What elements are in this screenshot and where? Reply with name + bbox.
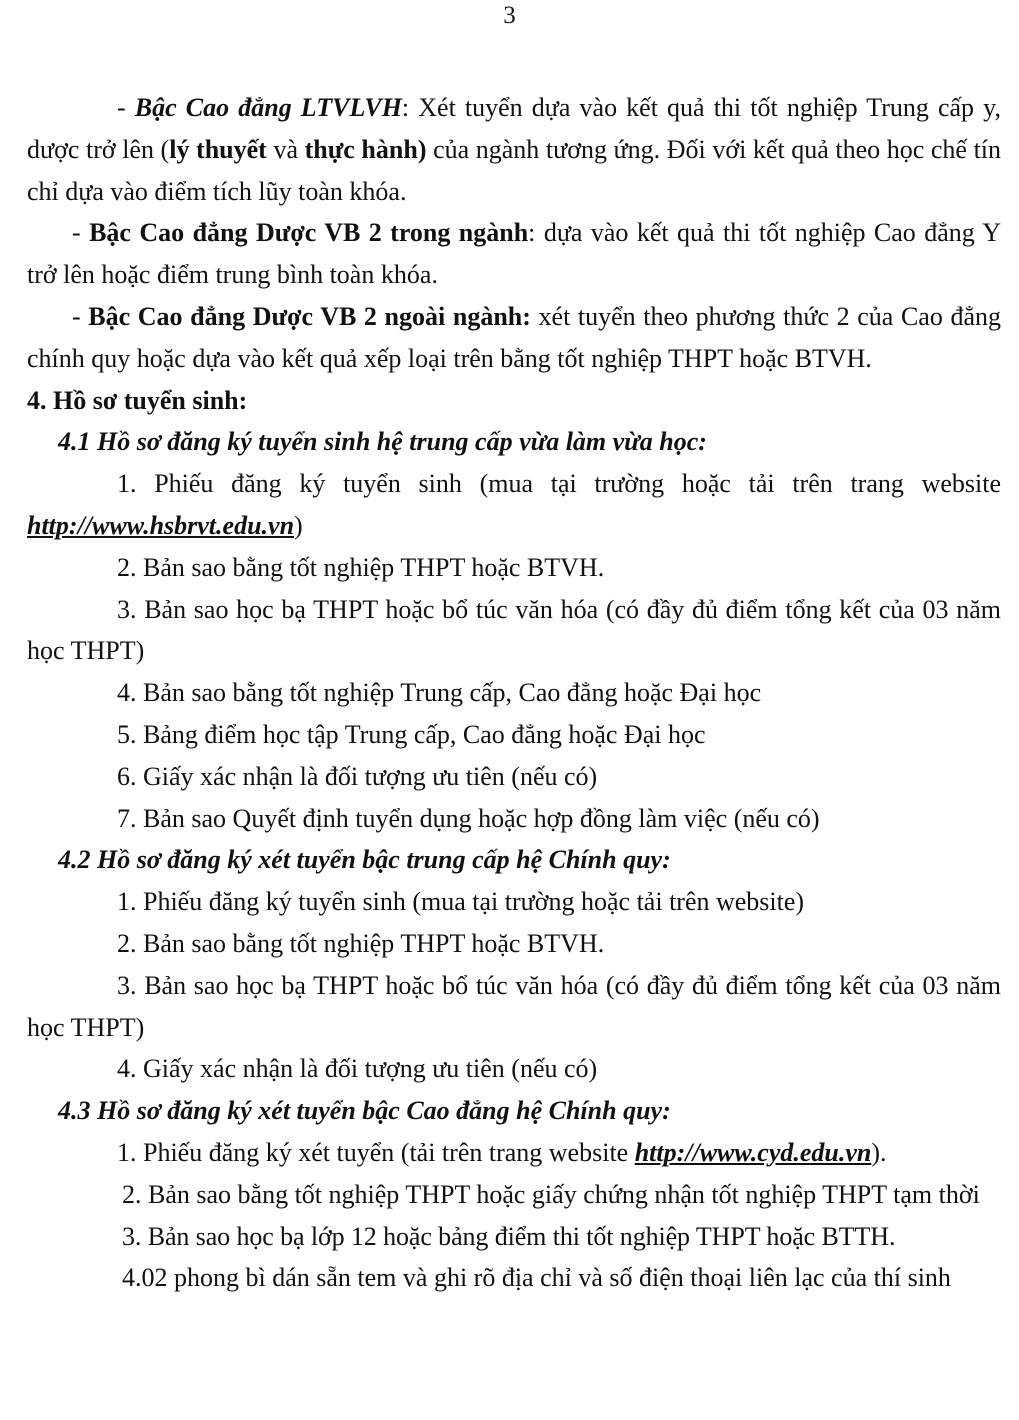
website-link[interactable]: http://www.hsbrvt.edu.vn — [27, 510, 295, 540]
ltvlvh-paragraph — [27, 87, 1001, 212]
list-item: 2. Bản sao bằng tốt nghiệp THPT hoặc BTVH. — [117, 928, 605, 958]
document-body — [27, 87, 1001, 1299]
list-item — [27, 463, 1001, 547]
section-heading: 4. Hồ sơ tuyển sinh: — [27, 385, 248, 415]
vb2-in-text: : dựa vào kết quả thi tốt nghiệp Cao đẳng Y trở lên hoặc điểm trung bình toàn khóa. — [27, 218, 1001, 290]
list-item: 4.02 phong bì dán sẵn tem và ghi rõ địa chỉ và số điện thoại liên lạc của thí sinh — [122, 1263, 951, 1293]
list-item: 1. Phiếu đăng ký tuyển sinh (mua tại trường hoặc tải trên website) — [117, 887, 805, 917]
ltvlvh-label: Bậc Cao đẳng LTVLVH — [134, 93, 402, 122]
list-item-text: 1. Phiếu đăng ký xét tuyển (tải trên trang website — [117, 1137, 635, 1167]
ltvlvh-text-end: của ngành tương ứng. Đối với kết quả theo học chế tín chỉ dựa vào điểm tích lũy toàn khóa. — [27, 134, 1002, 206]
vb2-in-prefix: - — [72, 218, 90, 248]
list-item: 4. Giấy xác nhận là đối tượng ưu tiên (nếu có) — [117, 1054, 598, 1084]
list-item: 4. Bản sao bằng tốt nghiệp Trung cấp, Cao đẳng hoặc Đại học — [117, 678, 762, 708]
subsection-heading: 4.2 Hồ sơ đăng ký xét tuyển bậc trung cấp hệ Chính quy: — [58, 845, 671, 875]
ltvlvh-prefix: - — [117, 93, 135, 122]
vb2-out-prefix: - — [72, 301, 89, 331]
ltvlvh-theory: lý thuyết — [169, 134, 267, 164]
list-item: 3. Bản sao học bạ THPT hoặc bổ túc văn hóa (có đầy đủ điểm tổng kết của 03 năm học THPT) — [27, 970, 1001, 1042]
ltvlvh-and: và — [266, 134, 305, 164]
vb2-in-paragraph — [27, 212, 1001, 296]
vb2-out-label: Bậc Cao đẳng Dược VB 2 ngoài ngành: — [88, 301, 531, 331]
website-link[interactable]: http://www.cyd.edu.vn — [634, 1137, 872, 1167]
page-number: 3 — [503, 2, 516, 29]
vb2-in-label: Bậc Cao đẳng Dược VB 2 trong ngành — [89, 218, 529, 248]
list-item: 3. Bản sao học bạ THPT hoặc bổ túc văn hóa (có đầy đủ điểm tổng kết của 03 năm học THPT) — [27, 594, 1001, 666]
subsection-heading: 4.3 Hồ sơ đăng ký xét tuyển bậc Cao đẳng hệ Chính quy: — [58, 1096, 671, 1126]
vb2-out-text: xét tuyển theo phương thức 2 của Cao đẳng chính quy hoặc dựa vào kết quả xếp loại trên bằng tốt nghiệp THPT hoặc BTVH. — [27, 301, 1001, 373]
list-item-end: ) — [294, 510, 303, 540]
list-item: 2. Bản sao bằng tốt nghiệp THPT hoặc giấy chứng nhận tốt nghiệp THPT tạm thời — [122, 1179, 980, 1209]
ltvlvh-text: : Xét tuyển dựa vào kết quả thi tốt nghiệp Trung cấp y, dược trở lên ( — [27, 93, 1001, 164]
ltvlvh-practice: thực hành) — [304, 134, 427, 164]
list-item-end: ). — [871, 1137, 887, 1167]
list-item: 2. Bản sao bằng tốt nghiệp THPT hoặc BTVH. — [117, 552, 605, 582]
subsection-heading: 4.1 Hồ sơ đăng ký tuyển sinh hệ trung cấp vừa làm vừa học: — [58, 427, 707, 457]
list-item: 5. Bảng điểm học tập Trung cấp, Cao đẳng hoặc Đại học — [117, 719, 706, 749]
list-item — [27, 1132, 1001, 1174]
list-item: 7. Bản sao Quyết định tuyển dụng hoặc hợp đồng làm việc (nếu có) — [117, 803, 820, 833]
list-item-text: 1. Phiếu đăng ký tuyển sinh (mua tại trường hoặc tải trên trang website — [117, 469, 1001, 499]
list-item: 3. Bản sao học bạ lớp 12 hoặc bảng điểm thi tốt nghiệp THPT hoặc BTTH. — [122, 1221, 896, 1251]
vb2-out-paragraph — [27, 296, 1001, 380]
list-item: 6. Giấy xác nhận là đối tượng ưu tiên (nếu có) — [117, 761, 598, 791]
